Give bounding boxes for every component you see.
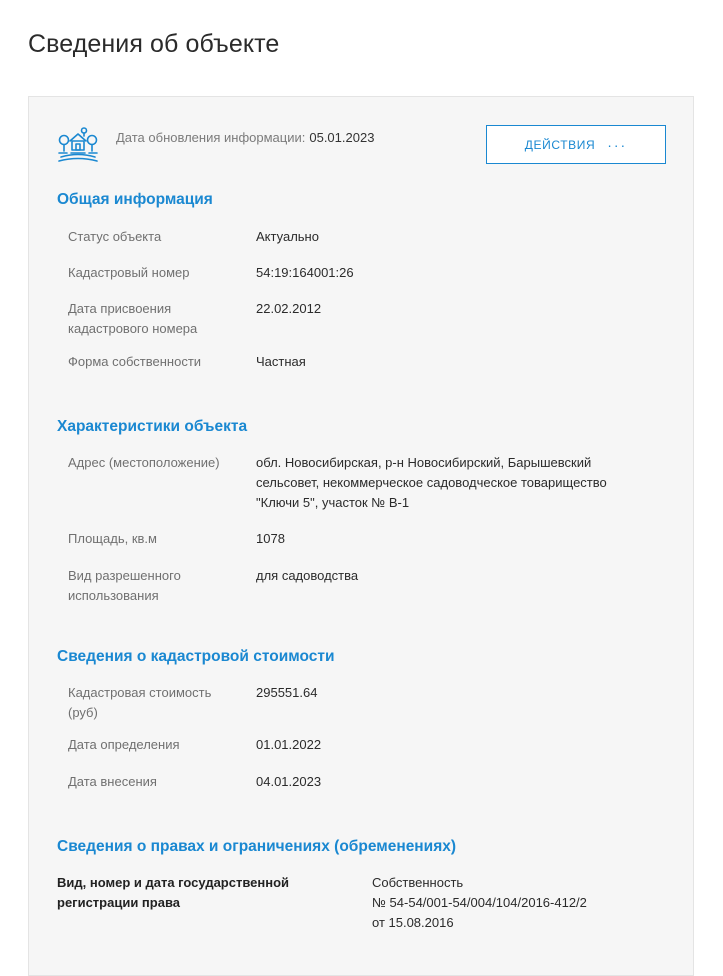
row-value: 295551.64 — [256, 685, 318, 700]
row-value: для садоводства — [256, 568, 359, 583]
row-value: 01.01.2022 — [256, 737, 322, 752]
row-label: Форма собственности — [68, 354, 202, 369]
actions-label: ДЕЙСТВИЯ — [524, 137, 596, 152]
actions-button[interactable] — [486, 125, 666, 164]
section-title-characteristics: Характеристики объекта — [57, 418, 248, 435]
rights-number: № 54-54/001-54/004/104/2016-412/2 — [372, 895, 587, 910]
rights-type: Собственность — [372, 875, 464, 890]
card-header — [29, 97, 693, 177]
row-value: обл. Новосибирская, р-н Новосибирский, Барышевский сельсовет, некоммерческое садоводческое товарищество "Ключи 5", участок № В-1 — [256, 455, 607, 510]
rights-date: от 15.08.2016 — [372, 915, 454, 930]
rights-value — [372, 873, 662, 933]
row-label: Дата внесения — [68, 774, 157, 789]
row-label: Дата определения — [68, 737, 180, 752]
row-value: Актуально — [256, 229, 319, 244]
update-date: 05.01.2023 — [309, 130, 375, 145]
section-title-cadastral-value: Сведения о кадастровой стоимости — [57, 648, 335, 665]
row-value: 1078 — [256, 531, 285, 546]
update-label: Дата обновления информации: — [116, 130, 306, 145]
update-info — [116, 130, 374, 145]
page-title: Сведения об объекте — [28, 30, 280, 58]
row-label: Дата присвоения кадастрового номера — [68, 301, 198, 336]
row-label: Площадь, кв.м — [68, 531, 157, 546]
more-dots-icon: ··· — [607, 136, 628, 153]
row-label: Адрес (местоположение) — [68, 455, 220, 470]
row-value: 54:19:164001:26 — [256, 265, 354, 280]
row-value: Частная — [256, 354, 306, 369]
row-label: Статус объекта — [68, 229, 162, 244]
row-value: 22.02.2012 — [256, 301, 322, 316]
row-label: Кадастровая стоимость (руб) — [68, 685, 212, 720]
row-value: 04.01.2023 — [256, 774, 322, 789]
section-title-rights: Сведения о правах и ограничениях (обременениях) — [57, 838, 457, 855]
row-label: Вид разрешенного использования — [68, 568, 181, 603]
object-card — [28, 96, 694, 976]
section-title-general: Общая информация — [57, 191, 213, 208]
rights-label: Вид, номер и дата государственной регистрации права — [57, 875, 290, 910]
row-label: Кадастровый номер — [68, 265, 190, 280]
land-plot-icon — [57, 127, 99, 163]
